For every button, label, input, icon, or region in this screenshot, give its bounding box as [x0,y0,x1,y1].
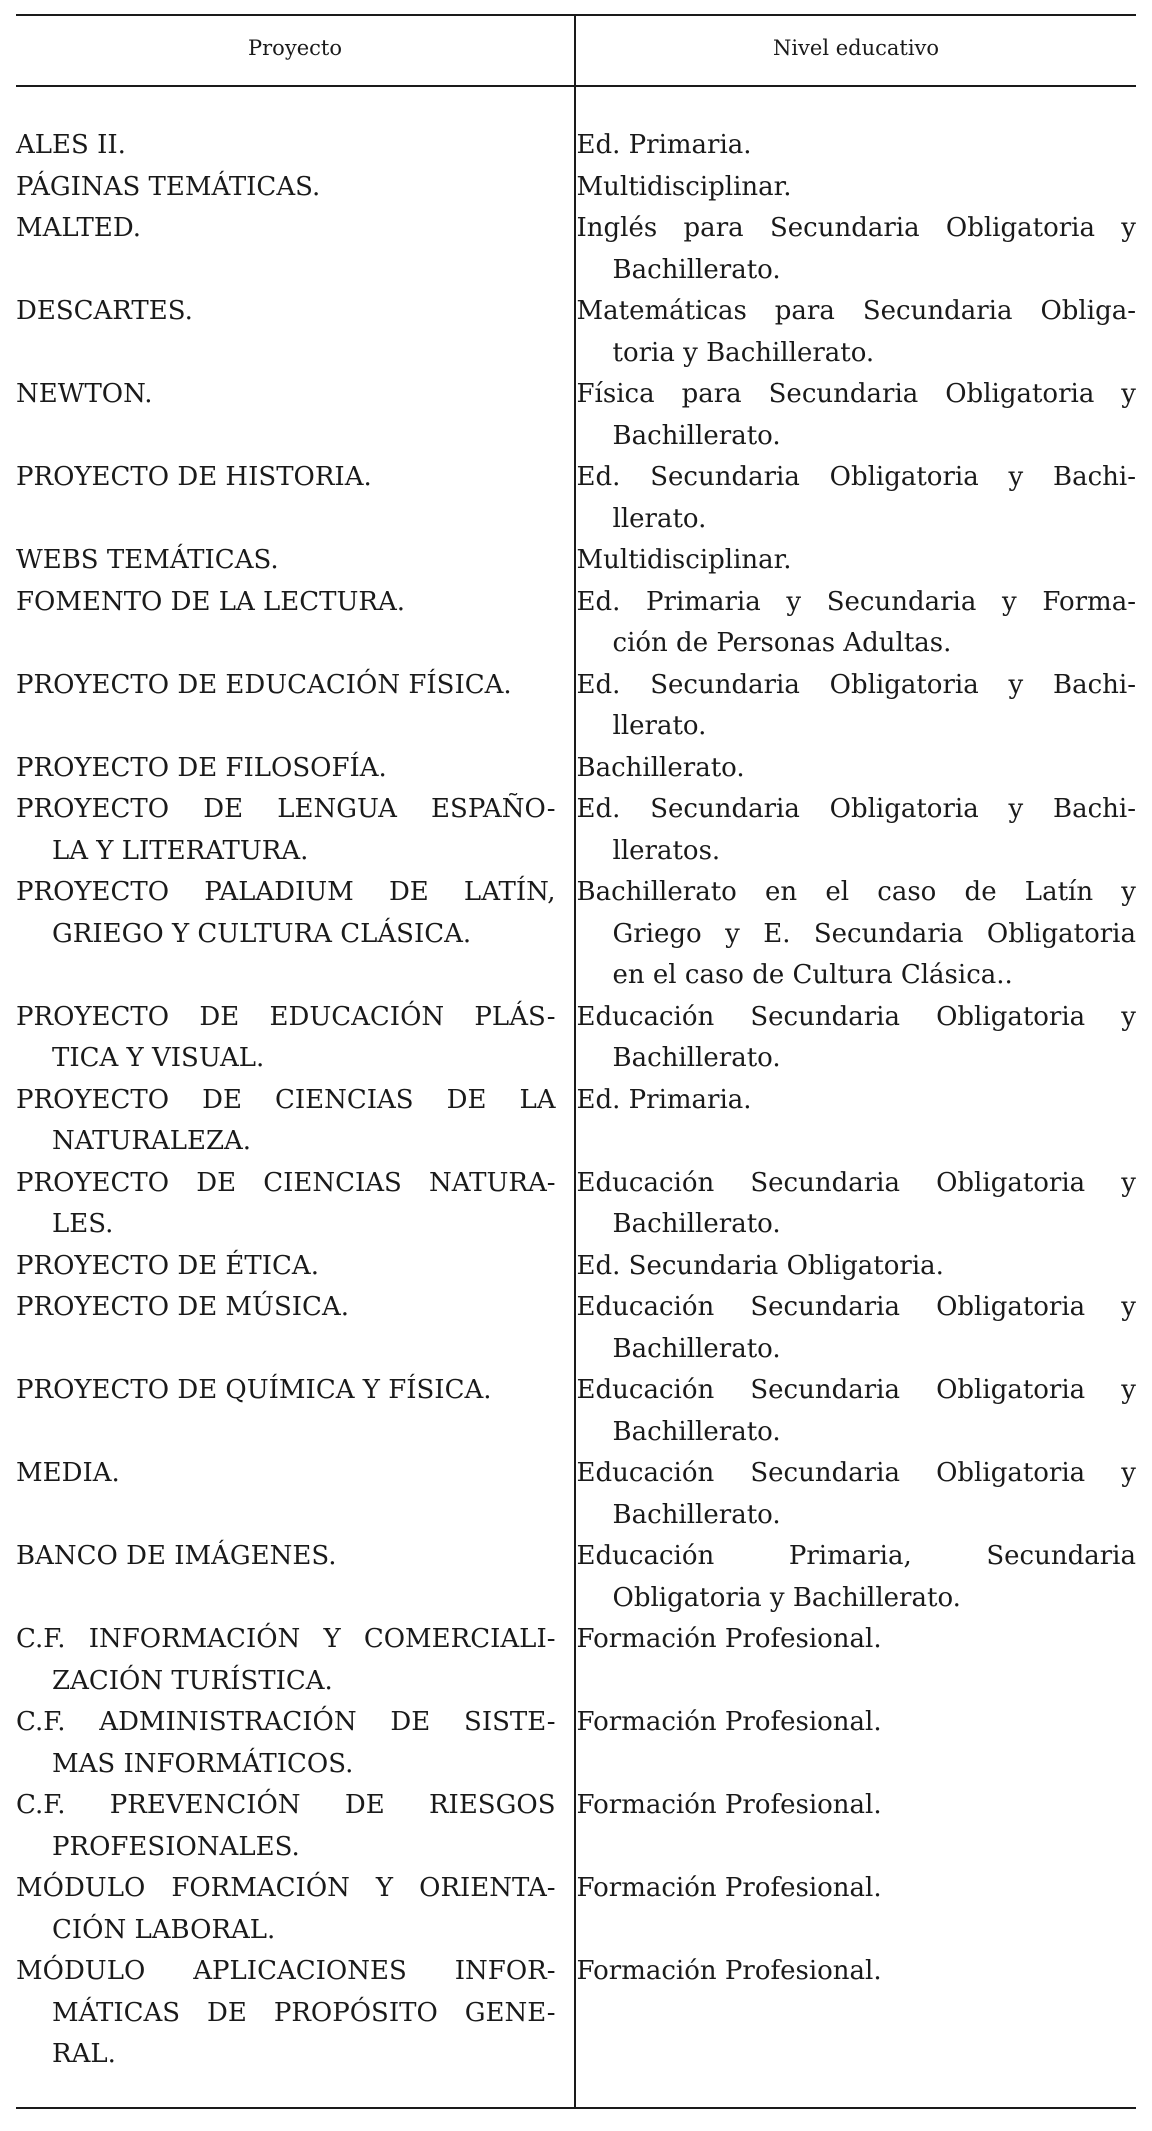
level-cell [577,872,1136,997]
level-cell [577,665,1136,748]
table-row [16,1536,1136,1619]
level-cell-line: Bachillerato. [576,752,745,783]
table-row [16,1951,1136,2076]
table-row [16,540,1136,582]
level-cell-line: llerato. [612,503,707,534]
table-row [16,1163,1136,1246]
project-cell-line: PROYECTO DE CIENCIAS DE LA [16,1084,556,1115]
level-cell-line: Bachillerato. [612,1043,781,1073]
column-header-level: Nivel educativo [772,36,940,60]
level-cell-line: Ed. Secundaria Obligatoria. [576,1250,944,1281]
table-row [16,1619,1136,1702]
project-cell [16,1702,566,1785]
table-top-rule [16,14,1136,16]
level-cell [577,1370,1136,1453]
project-cell [16,582,566,624]
level-cell [577,167,1136,209]
level-cell-line: Educación Secundaria Obligatoria y [576,1292,1136,1322]
project-cell [16,1951,566,2076]
project-cell [16,540,566,582]
project-cell [16,665,566,707]
level-cell-line: Bachillerato. [612,1499,781,1530]
level-cell-line: Educación Secundaria Obligatoria y [576,1167,1136,1198]
project-cell-line: MEDIA. [16,1458,120,1488]
table-row [16,748,1136,790]
table-row [16,1785,1136,1868]
table-row [16,872,1136,997]
project-cell-line: C.F. ADMINISTRACIÓN DE SISTE- [16,1707,556,1737]
project-cell [16,1536,566,1578]
level-cell [577,374,1136,457]
level-cell-line: Formación Profesional. [576,1790,882,1820]
project-cell-line: DESCARTES. [16,296,193,326]
project-cell [16,872,566,955]
project-cell [16,1785,566,1868]
table-body [16,125,1136,2076]
table-row [16,1246,1136,1288]
level-cell [577,1080,1136,1122]
level-cell-line: Multidisciplinar. [576,545,792,575]
level-cell [577,1246,1136,1288]
level-cell [577,291,1136,374]
project-cell-line: ZACIÓN TURÍSTICA. [52,1665,333,1696]
level-cell [577,1536,1136,1619]
level-cell [577,997,1136,1080]
level-cell-line: toria y Bachillerato. [612,337,875,368]
table-row [16,789,1136,872]
level-cell [577,1163,1136,1246]
level-cell [577,1785,1136,1827]
level-cell [577,1619,1136,1661]
project-cell [16,1287,566,1329]
level-cell-line: Formación Profesional. [576,1624,882,1654]
level-cell-line: Obligatoria y Bachillerato. [612,1582,961,1613]
level-cell [577,789,1136,872]
level-cell-line: ción de Personas Adultas. [612,628,952,658]
project-cell-line: PÁGINAS TEMÁTICAS. [16,171,321,202]
project-cell [16,748,566,790]
table-row [16,208,1136,291]
level-cell [577,540,1136,582]
level-cell-line: Bachillerato. [612,1333,781,1364]
level-cell-line: Física para Secundaria Obligatoria y [576,379,1136,409]
project-cell-line: PROYECTO DE QUÍMICA Y FÍSICA. [16,1375,492,1405]
level-cell-line: Griego y E. Secundaria Obligatoria [612,918,1136,949]
table-row [16,374,1136,457]
project-cell-line: BANCO DE IMÁGENES. [16,1541,337,1571]
table-row [16,167,1136,209]
project-cell-line: RAL. [52,2039,116,2069]
level-cell-line: Formación Profesional. [576,1873,882,1903]
level-cell-line: Educación Primaria, Secundaria [576,1541,1136,1571]
project-cell-line: NATURALEZA. [52,1126,252,1156]
project-cell [16,1370,566,1412]
level-cell-line: Ed. Primaria. [576,130,752,160]
project-cell [16,1619,566,1702]
level-cell-line: Bachillerato. [612,1416,781,1447]
project-cell-line: WEBS TEMÁTICAS. [16,545,279,575]
project-cell-line: PROYECTO DE EDUCACIÓN PLÁS- [16,1001,556,1032]
project-cell [16,1453,566,1495]
level-cell-line: Bachillerato en el caso de Latín y [576,877,1136,907]
level-cell-line: Bachillerato. [612,1209,781,1239]
project-cell [16,125,566,167]
project-cell-line: PROYECTO DE HISTORIA. [16,462,372,492]
level-cell-line: Ed. Secundaria Obligatoria y Bachi- [576,794,1136,824]
level-cell-line: llerato. [612,711,707,741]
project-cell-line: C.F. INFORMACIÓN Y COMERCIALI- [16,1624,556,1654]
project-cell-line: PROYECTO DE ÉTICA. [16,1250,319,1281]
project-cell-line: TICA Y VISUAL. [52,1043,265,1073]
level-cell-line: Ed. Primaria y Secundaria y Forma- [576,586,1136,617]
project-cell [16,374,566,416]
level-cell [577,748,1136,790]
project-cell [16,291,566,333]
project-cell-line: ALES II. [16,130,126,160]
project-cell-line: MÓDULO APLICACIONES INFOR- [16,1956,556,1986]
project-cell-line: PROYECTO DE CIENCIAS NATURA- [16,1167,556,1198]
table-row [16,1287,1136,1370]
project-cell-line: MÁTICAS DE PROPÓSITO GENE- [52,1997,556,2028]
project-cell-line: MÓDULO FORMACIÓN Y ORIENTA- [16,1873,556,1903]
column-header-project: Proyecto [248,36,342,60]
table-row [16,1453,1136,1536]
level-cell-line: Ed. Secundaria Obligatoria y Bachi- [576,462,1136,492]
level-cell [577,125,1136,167]
level-cell-line: Multidisciplinar. [576,171,792,202]
level-cell-line: lleratos. [612,835,721,866]
level-cell [577,1453,1136,1536]
table-row [16,1702,1136,1785]
project-cell-line: GRIEGO Y CULTURA CLÁSICA. [52,918,472,949]
level-cell-line: Matemáticas para Secundaria Obliga- [576,296,1136,326]
level-cell-line: Inglés para Secundaria Obligatoria y [576,213,1136,243]
project-cell-line: MAS INFORMÁTICOS. [52,1748,354,1779]
level-cell [577,582,1136,665]
project-cell [16,1080,566,1163]
project-cell [16,789,566,872]
table-row [16,1080,1136,1163]
project-cell-line: MALTED. [16,213,142,243]
project-cell [16,208,566,250]
level-cell [577,208,1136,291]
level-cell-line: Educación Secundaria Obligatoria y [576,1001,1136,1032]
level-cell [577,1702,1136,1744]
project-cell-line: CIÓN LABORAL. [52,1914,276,1945]
project-cell-line: PROYECTO PALADIUM DE LATÍN, [16,877,556,907]
project-cell-line: PROYECTO DE MÚSICA. [16,1292,349,1322]
level-cell-line: Bachillerato. [612,420,781,451]
level-cell-line: Formación Profesional. [576,1956,882,1986]
level-cell-line: Ed. Secundaria Obligatoria y Bachi- [576,669,1136,700]
level-cell [577,1868,1136,1910]
projects-table [16,14,1136,2114]
table-row [16,1370,1136,1453]
level-cell-line: Ed. Primaria. [576,1084,752,1115]
project-cell-line: NEWTON. [16,379,153,409]
project-cell-line: PROYECTO DE FILOSOFÍA. [16,752,387,783]
project-cell-line: LA Y LITERATURA. [52,835,309,866]
table-row [16,665,1136,748]
level-cell [577,1951,1136,1993]
table-row [16,291,1136,374]
level-cell-line: Bachillerato. [612,254,781,285]
level-cell-line: Educación Secundaria Obligatoria y [576,1458,1136,1488]
project-cell-line: C.F. PREVENCIÓN DE RIESGOS [16,1790,556,1820]
level-cell [577,1287,1136,1370]
level-cell [577,457,1136,540]
level-cell-line: en el caso de Cultura Clásica.. [612,960,1013,990]
project-cell-line: LES. [52,1209,114,1239]
table-bottom-rule [16,2107,1136,2109]
project-cell-line: PROFESIONALES. [52,1831,300,1862]
project-cell [16,167,566,209]
level-cell-line: Formación Profesional. [576,1707,882,1737]
project-cell [16,997,566,1080]
project-cell [16,457,566,499]
table-row [16,997,1136,1080]
project-cell [16,1163,566,1246]
project-cell [16,1868,566,1951]
project-cell-line: PROYECTO DE EDUCACIÓN FÍSICA. [16,669,512,700]
table-row [16,125,1136,167]
project-cell-line: PROYECTO DE LENGUA ESPAÑO- [16,794,556,824]
table-row [16,582,1136,665]
table-row [16,1868,1136,1951]
project-cell [16,1246,566,1288]
header-bottom-rule [16,85,1136,87]
table-row [16,457,1136,540]
level-cell-line: Educación Secundaria Obligatoria y [576,1375,1136,1405]
project-cell-line: FOMENTO DE LA LECTURA. [16,586,406,617]
